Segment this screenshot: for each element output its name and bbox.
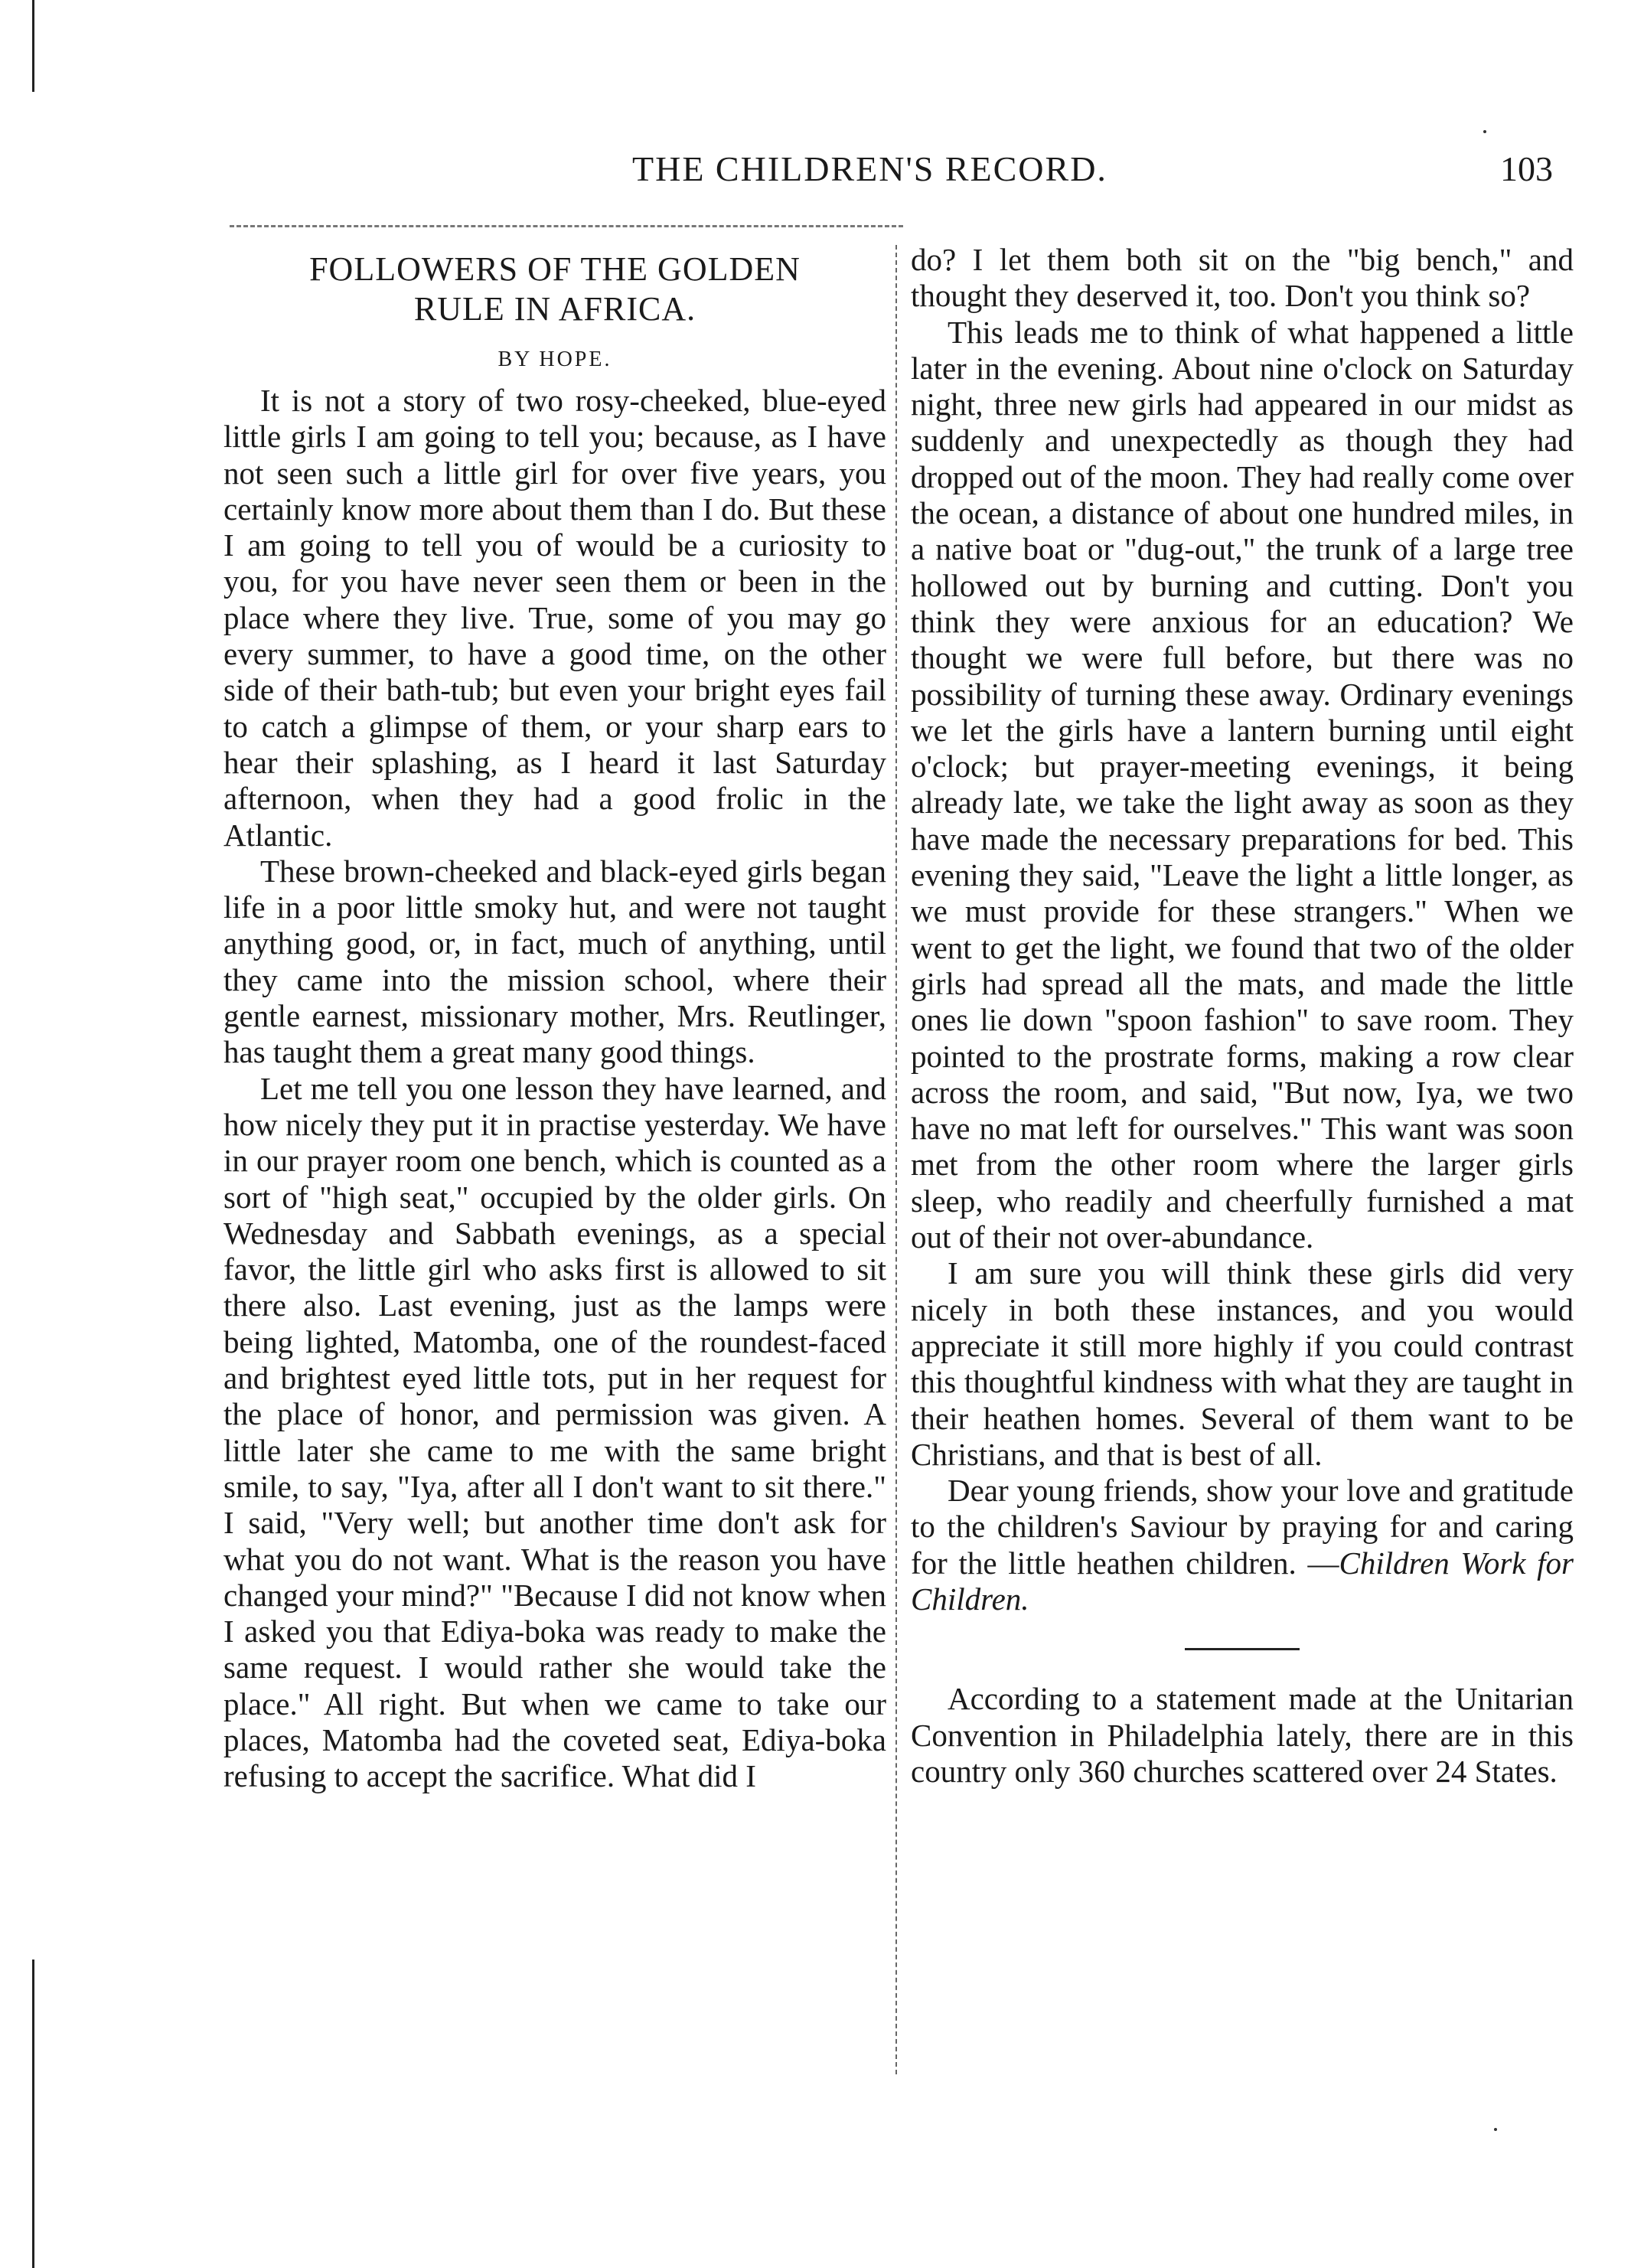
closing-text: Dear young friends, show your love and gratitude to the children's Saviour by praying for and caring for the little heathen children. — — [911, 1473, 1574, 1581]
header-rule — [230, 225, 903, 227]
closing-paragraph — [911, 1473, 1574, 1617]
byline: BY HOPE. — [497, 348, 612, 371]
source-attribution: Children Work for Children. — [911, 1545, 1574, 1617]
article-title — [223, 250, 886, 329]
running-header — [0, 148, 1631, 202]
article-title-line: RULE IN AFRICA. — [413, 290, 696, 328]
column-divider — [895, 245, 897, 2074]
paragraph: Let me tell you one lesson they have learned, and how nicely they put it in practise yesterday. We have in our prayer room one bench, which is counted as a sort of "high seat," occupied by the older girls. On Wednesday and Sabbath evenings, as a special favor, the little girl who asks first is allowed to sit there also. Last evening, just as the lamps were being lighted, Matomba, one of the roundest-faced and brightest eyed little tots, put in her request for the place of honor, and permission was given. A little later she came to me with the same bright smile, to say, "Iya, after all I don't want to sit there." I said, "Very well; but another time don't ask for what you do not want. What is the reason you have changed your mind?" "Because I did not know when I asked you that Ediya-boka was ready to make the same request. I would rather she would take the place." All right. But when we came to take our places, Matomba had the coveted seat, Ediya-boka refusing to accept the sacrifice. What did I — [223, 1070, 886, 1794]
section-divider — [1185, 1648, 1300, 1650]
binding-mark — [32, 0, 34, 92]
running-title: THE CHILDREN'S RECORD. — [632, 149, 1107, 188]
page-number: 103 — [1500, 149, 1553, 188]
paragraph: These brown-cheeked and black-eyed girls began life in a poor little smoky hut, and were not taught anything good, or, in fact, much of anything, until they came into the mission school, where their gentle earnest, missionary mother, Mrs. Reutlinger, has taught them a great many good things. — [223, 853, 886, 1070]
binding-mark — [32, 1960, 34, 2268]
article-title-line: FOLLOWERS OF THE GOLDEN — [309, 250, 801, 288]
paragraph: This leads me to think of what happened a little later in the evening. About nine o'clock on Saturday night, three new girls had appeared in our midst as suddenly and unexpectedly as though they had dropped out of the moon. They had really come over the ocean, a distance of about one hundred miles, in a native boat or "dug-out," the trunk of a large tree hollowed out by burning and cutting. Don't you think they were anxious for an education? We thought we were full before, but there was no possibility of turning these away. Ordinary evenings we let the girls have a lantern burning until eight o'clock; but prayer-meeting evenings, it being already late, we take the light away as soon as they have made the necessary preparations for bed. This evening they said, "Leave the light a little longer, as we must provide for these strangers." When we went to get the light, we found that two of the older girls had spread all the mats, and made the little ones lie down "spoon fashion" to save room. They pointed to the prostrate forms, making a row clear across the room, and said, "But now, Iya, we two have no mat left for ourselves." This want was soon met from the other room where the larger girls sleep, who readily and cheerfully furnished a mat out of their not over-abundance. — [911, 314, 1574, 1255]
paragraph-continued: do? I let them both sit on the "big bench," and thought they deserved it, too. Don't you think so? — [911, 242, 1574, 314]
right-column — [911, 242, 1574, 1790]
notice-paragraph: According to a statement made at the Unitarian Convention in Philadelphia lately, there are in this country only 360 churches scattered over 24 States. — [911, 1681, 1574, 1789]
print-speck — [1483, 130, 1486, 133]
print-speck — [1494, 2128, 1497, 2131]
left-column — [223, 242, 886, 1795]
paragraph: It is not a story of two rosy-cheeked, blue-eyed little girls I am going to tell you; because, as I have not seen such a little girl for over five years, you certainly know more about them than I do. But these I am going to tell you of would be a curiosity to you, for you have never seen them or been in the place where they live. True, some of you may go every summer, to have a good time, on the other side of their bath-tub; but even your bright eyes fail to catch a glimpse of them, or your sharp ears to hear their splashing, as I heard it last Saturday afternoon, when they had a good frolic in the Atlantic. — [223, 383, 886, 853]
paragraph: I am sure you will think these girls did very nicely in both these instances, and you would appreciate it still more highly if you could contrast this thoughtful kindness with what they are taught in their heathen homes. Several of them want to be Christians, and that is best of all. — [911, 1255, 1574, 1472]
